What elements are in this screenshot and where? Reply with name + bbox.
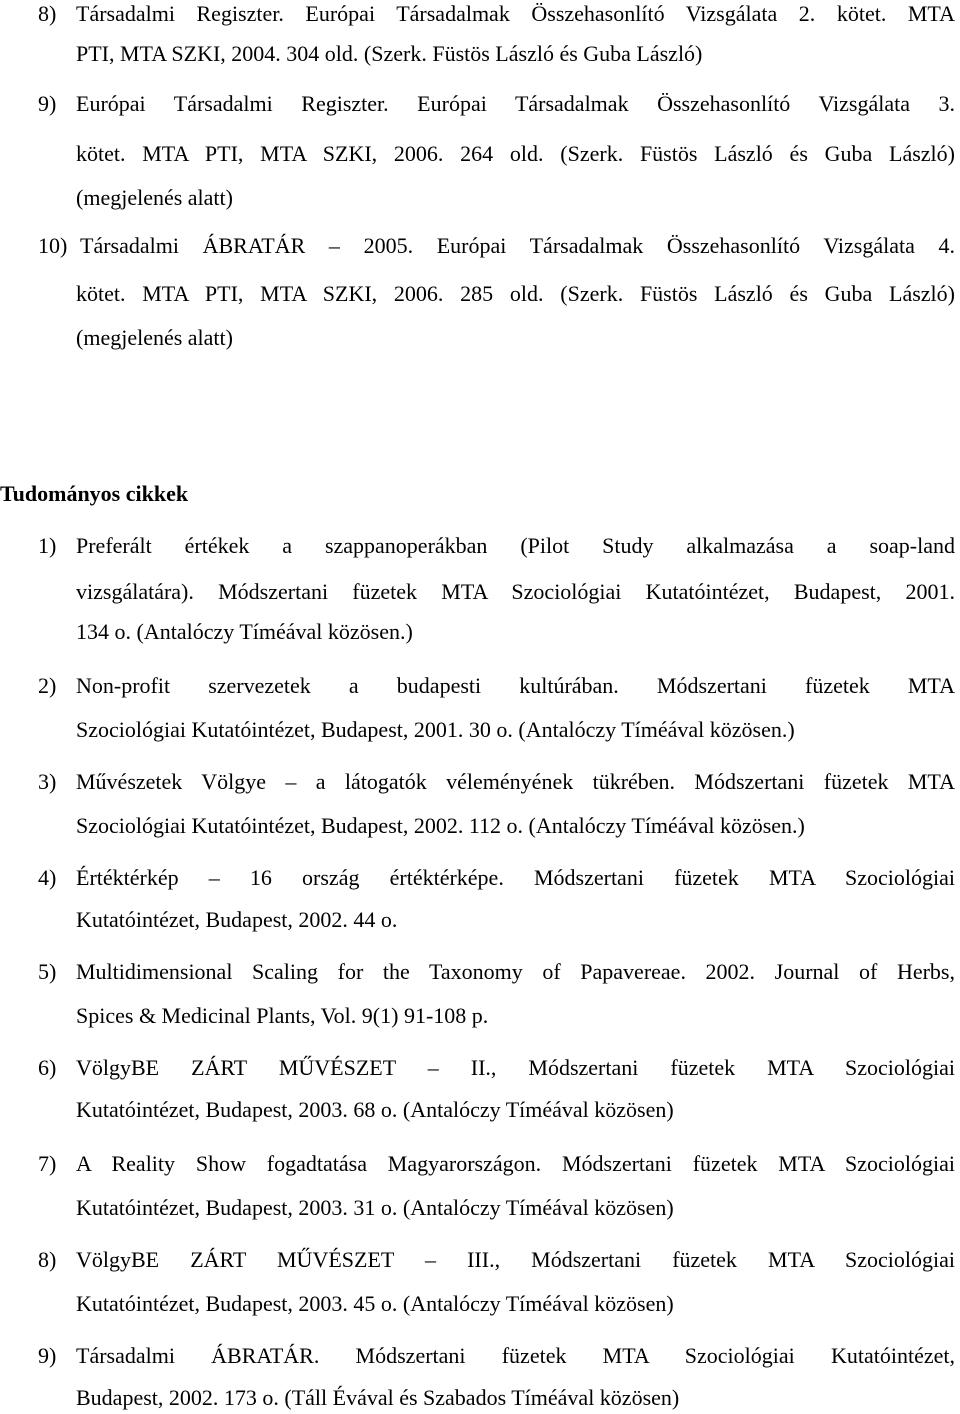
item-text-line: Kutatóintézet, Budapest, 2003. 45 o. (Antalóczy Tíméával közösen) bbox=[76, 1291, 674, 1316]
list-item-continuation bbox=[0, 906, 955, 934]
list-item bbox=[0, 864, 955, 892]
item-text-line: Spices & Medicinal Plants, Vol. 9(1) 91-108 p. bbox=[76, 1003, 489, 1028]
item-number: 7) bbox=[38, 1151, 57, 1176]
item-number: 4) bbox=[38, 865, 57, 890]
item-text-line: Preferált értékek a szappanoperákban (Pilot Study alkalmazása a soap-land bbox=[76, 533, 955, 558]
item-text-line: Művészetek Völgye – a látogatók véleményének tükrében. Módszertani füzetek MTA bbox=[76, 769, 955, 794]
list-item-continuation bbox=[0, 1194, 955, 1222]
item-text-line: Szociológiai Kutatóintézet, Budapest, 2001. 30 o. (Antalóczy Tíméával közösen.) bbox=[76, 717, 795, 742]
list-item bbox=[0, 1150, 955, 1178]
item-text-line: VölgyBE ZÁRT MŰVÉSZET – III., Módszertani füzetek MTA Szociológiai bbox=[76, 1247, 955, 1272]
list-item-continuation bbox=[0, 40, 955, 68]
list-item bbox=[0, 532, 955, 560]
list-item-continuation bbox=[0, 1290, 955, 1318]
list-item bbox=[0, 0, 955, 28]
list-item-continuation bbox=[0, 1002, 955, 1030]
item-text-line: Társadalmi ÁBRATÁR. Módszertani füzetek MTA Szociológiai Kutatóintézet, bbox=[76, 1343, 955, 1368]
item-text-line: Multidimensional Scaling for the Taxonomy of Papavereae. 2002. Journal of Herbs, bbox=[76, 959, 955, 984]
list-item-continuation bbox=[0, 578, 955, 606]
item-text-line: kötet. MTA PTI, MTA SZKI, 2006. 264 old. (Szerk. Füstös László és Guba László) bbox=[76, 141, 955, 166]
list-item-continuation bbox=[0, 716, 955, 744]
item-number: 9) bbox=[38, 1343, 57, 1368]
item-text-line: Kutatóintézet, Budapest, 2002. 44 o. bbox=[76, 907, 398, 932]
list-item-continuation bbox=[0, 1096, 955, 1124]
list-item-continuation bbox=[0, 1384, 955, 1412]
item-text-line: Értéktérkép – 16 ország értéktérképe. Módszertani füzetek MTA Szociológiai bbox=[76, 865, 955, 890]
list-item bbox=[0, 672, 955, 700]
item-text-line: (megjelenés alatt) bbox=[76, 185, 233, 210]
item-text-line: Kutatóintézet, Budapest, 2003. 31 o. (Antalóczy Tíméával közösen) bbox=[76, 1195, 674, 1220]
item-text-line: kötet. MTA PTI, MTA SZKI, 2006. 285 old. (Szerk. Füstös László és Guba László) bbox=[76, 281, 955, 306]
list-item bbox=[0, 1054, 955, 1082]
list-item bbox=[0, 232, 955, 260]
item-text-line: Szociológiai Kutatóintézet, Budapest, 2002. 112 o. (Antalóczy Tíméával közösen.) bbox=[76, 813, 805, 838]
item-number: 3) bbox=[38, 769, 57, 794]
item-text-line: (megjelenés alatt) bbox=[76, 325, 233, 350]
list-item-continuation bbox=[0, 618, 955, 646]
list-item bbox=[0, 1342, 955, 1370]
item-text-line: VölgyBE ZÁRT MŰVÉSZET – II., Módszertani füzetek MTA Szociológiai bbox=[76, 1055, 955, 1080]
item-text-line: PTI, MTA SZKI, 2004. 304 old. (Szerk. Füstös László és Guba László) bbox=[76, 41, 703, 66]
item-number: 5) bbox=[38, 959, 57, 984]
item-text-line: Társadalmi ÁBRATÁR – 2005. Európai Társadalmak Összehasonlító Vizsgálata 4. bbox=[80, 233, 955, 258]
list-item bbox=[0, 958, 955, 986]
item-text-line: Társadalmi Regiszter. Európai Társadalmak Összehasonlító Vizsgálata 2. kötet. MTA bbox=[76, 1, 955, 26]
item-text-line: 134 o. (Antalóczy Tíméával közösen.) bbox=[76, 619, 413, 644]
item-text-line: Budapest, 2002. 173 o. (Táll Évával és Szabados Tíméával közösen) bbox=[76, 1385, 680, 1410]
list-item-continuation bbox=[0, 140, 955, 168]
list-item bbox=[0, 768, 955, 796]
item-number: 6) bbox=[38, 1055, 57, 1080]
item-text-line: Európai Társadalmi Regiszter. Európai Társadalmak Összehasonlító Vizsgálata 3. bbox=[76, 91, 955, 116]
item-number: 10) bbox=[38, 233, 68, 258]
list-item bbox=[0, 90, 955, 118]
item-text-line: Kutatóintézet, Budapest, 2003. 68 o. (Antalóczy Tíméával közösen) bbox=[76, 1097, 674, 1122]
item-text-line: vizsgálatára). Módszertani füzetek MTA Szociológiai Kutatóintézet, Budapest, 2001. bbox=[76, 579, 955, 604]
item-text-line: A Reality Show fogadtatása Magyarországon. Módszertani füzetek MTA Szociológiai bbox=[76, 1151, 955, 1176]
item-number: 2) bbox=[38, 673, 57, 698]
item-number: 1) bbox=[38, 533, 57, 558]
item-number: 8) bbox=[38, 1247, 57, 1272]
list-item-continuation bbox=[0, 812, 955, 840]
list-item-continuation bbox=[0, 280, 955, 308]
section-heading: Tudományos cikkek bbox=[0, 481, 189, 506]
list-item-continuation bbox=[0, 184, 955, 212]
item-text-line: Non-profit szervezetek a budapesti kultúrában. Módszertani füzetek MTA bbox=[76, 673, 955, 698]
list-item-continuation bbox=[0, 324, 955, 352]
item-number: 9) bbox=[38, 91, 57, 116]
item-number: 8) bbox=[38, 1, 57, 26]
list-item bbox=[0, 1246, 955, 1274]
